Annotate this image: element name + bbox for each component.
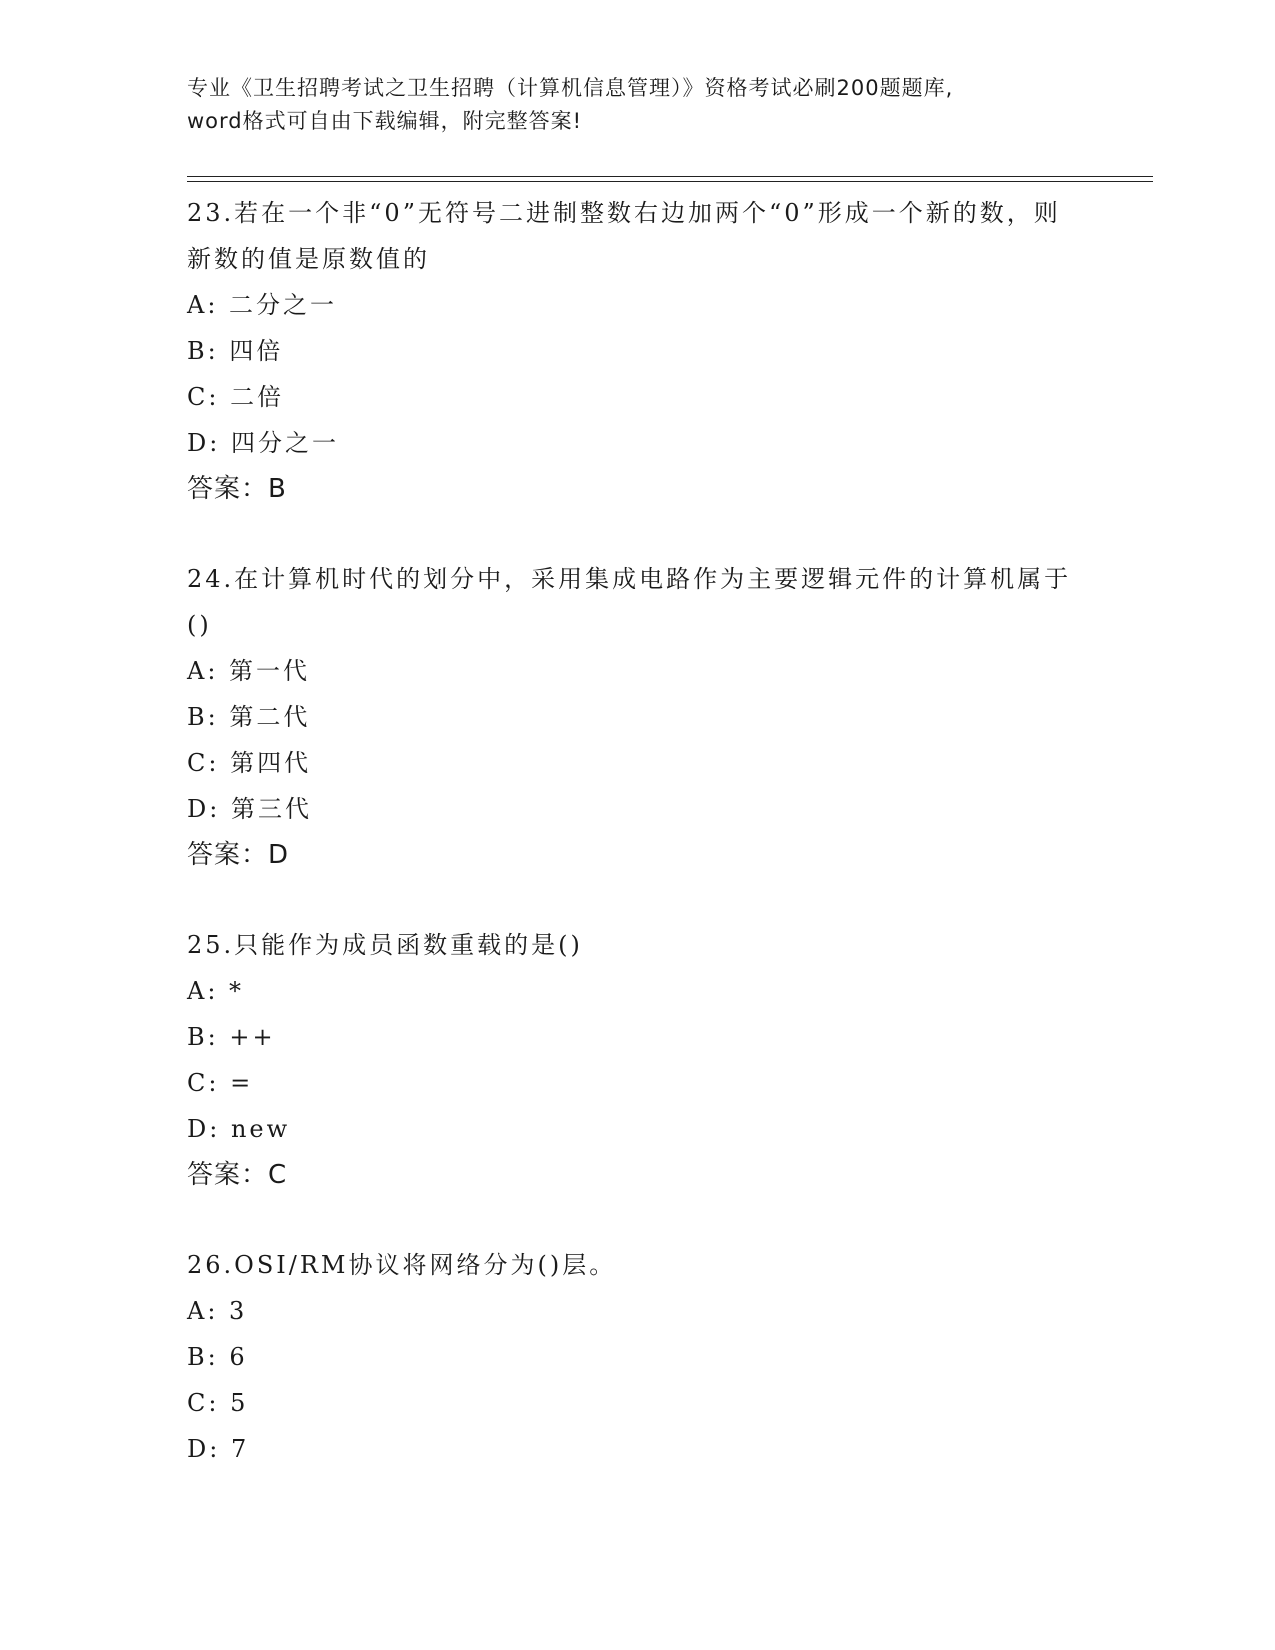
option-a: A: *: [187, 977, 245, 1005]
header-subtitle-line: word格式可自由下载编辑，附完整答案!: [187, 109, 583, 133]
question-text: 23.若在一个非“0”无符号二进制整数右边加两个“0”形成一个新的数，则新数的值是原数值的: [187, 199, 1061, 273]
document-header: [187, 72, 1087, 138]
answer-label: 答案：B: [187, 474, 287, 504]
option-a: A: 二分之一: [187, 291, 338, 319]
question-item: [187, 556, 1087, 878]
question-list: [187, 190, 1087, 1516]
option-c: C: 第四代: [187, 749, 312, 777]
answer-label: 答案：C: [187, 1160, 288, 1190]
question-text: 24.在计算机时代的划分中，采用集成电路作为主要逻辑元件的计算机属于(): [187, 565, 1072, 639]
option-c: C: 5: [187, 1389, 249, 1417]
question-text: 25.只能作为成员函数重载的是(): [187, 931, 583, 959]
header-divider-top: [187, 176, 1153, 177]
option-b: B: 6: [187, 1343, 248, 1371]
header-divider-bottom: [187, 181, 1153, 182]
option-c: C: 二倍: [187, 383, 285, 411]
option-d: D: 7: [187, 1435, 250, 1463]
question-text: 26.OSI/RM协议将网络分为()层。: [187, 1251, 617, 1279]
option-b: B: 四倍: [187, 337, 284, 365]
option-c: C: =: [187, 1069, 254, 1097]
option-a: A: 第一代: [187, 657, 311, 685]
question-item: [187, 190, 1087, 512]
option-a: A: 3: [187, 1297, 248, 1325]
option-d: D: 四分之一: [187, 429, 339, 457]
option-b: B: 第二代: [187, 703, 311, 731]
option-b: B: ++: [187, 1023, 276, 1051]
answer-label: 答案：D: [187, 840, 290, 870]
question-item: [187, 922, 1087, 1198]
header-title-line: 专业《卫生招聘考试之卫生招聘（计算机信息管理）》资格考试必刷200题题库,: [187, 76, 954, 100]
option-d: D: 第三代: [187, 795, 312, 823]
question-item: [187, 1242, 1087, 1472]
option-d: D: new: [187, 1115, 291, 1143]
